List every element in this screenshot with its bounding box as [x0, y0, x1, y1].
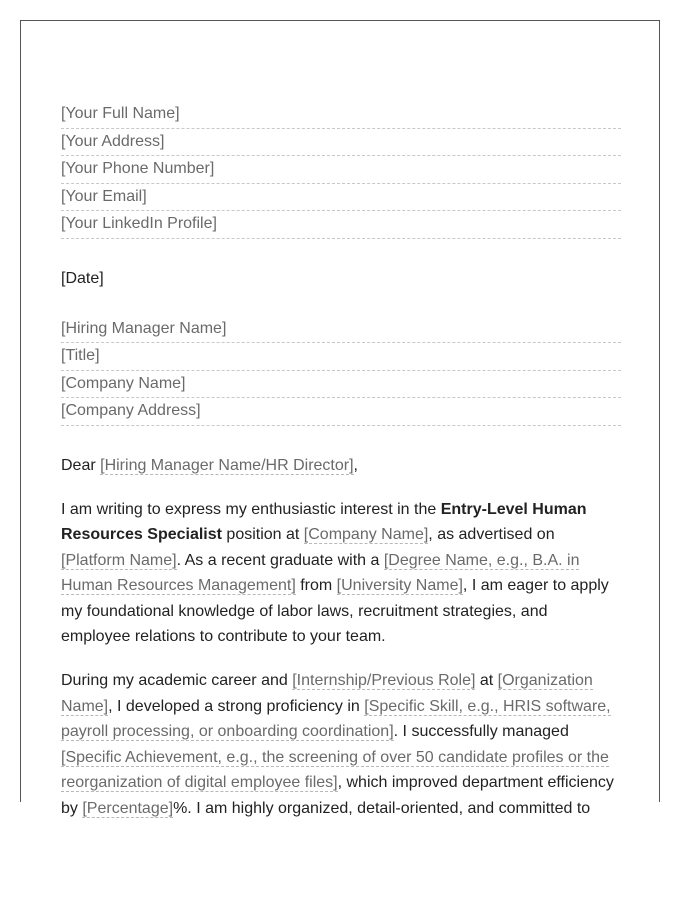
sender-email-field[interactable]: [Your Email] [61, 184, 621, 212]
recipient-block [61, 316, 621, 426]
organization-name-placeholder[interactable]: [Organization Name] [61, 672, 593, 715]
recipient-company-field[interactable]: [Company Name] [61, 371, 621, 399]
specific-skill-placeholder[interactable]: [Specific Skill, e.g., HRIS software, payroll processing, or onboarding coordination] [61, 697, 611, 741]
paragraph-text: %. I am highly organized, detail-oriented, and committed to [173, 800, 591, 818]
salutation-suffix: , [353, 456, 358, 474]
sender-block [61, 101, 621, 239]
recipient-title-field[interactable]: [Title] [61, 343, 621, 371]
letter-page [20, 20, 660, 818]
company-name-placeholder[interactable]: [Company Name] [303, 526, 429, 544]
paragraph-text: , I am eager to apply my foundational knowledge of labor laws, recruitment strategies, and employee relations to contribute to your team. [61, 577, 609, 646]
degree-name-placeholder[interactable]: [Degree Name, e.g., B.A. in Human Resources Management] [61, 551, 580, 595]
recipient-name-field[interactable]: [Hiring Manager Name] [61, 316, 621, 344]
salutation [61, 453, 621, 479]
paragraph-text: from [295, 577, 337, 595]
paragraph-text: . I successfully managed [393, 723, 569, 741]
position-title: Entry-Level Human Resources Specialist [61, 500, 587, 544]
paragraph-text: I am writing to express my enthusiastic interest in the [61, 500, 441, 518]
body-paragraph-1 [61, 497, 621, 651]
platform-name-placeholder[interactable]: [Platform Name] [61, 551, 177, 569]
recipient-company-address-field[interactable]: [Company Address] [61, 398, 621, 426]
sender-phone-field[interactable]: [Your Phone Number] [61, 156, 621, 184]
sender-linkedin-field[interactable]: [Your LinkedIn Profile] [61, 211, 621, 239]
sender-full-name-field[interactable]: [Your Full Name] [61, 101, 621, 129]
paragraph-text: , as advertised on [428, 526, 555, 544]
paragraph-text: , I developed a strong proficiency in [108, 697, 365, 715]
paragraph-text: During my academic career and [61, 672, 293, 690]
salutation-prefix: Dear [61, 456, 101, 474]
paragraph-text: at [475, 672, 498, 690]
university-name-placeholder[interactable]: [University Name] [336, 577, 463, 595]
paragraph-text: , which improved department efficiency by [61, 774, 614, 818]
percentage-placeholder[interactable]: [Percentage] [82, 800, 174, 818]
role-placeholder[interactable]: [Internship/Previous Role] [292, 672, 476, 690]
letter-content [61, 101, 621, 822]
specific-achievement-placeholder[interactable]: [Specific Achievement, e.g., the screening of over 50 candidate profiles or the reorganization of digital employee files] [61, 748, 609, 792]
paragraph-text: . As a recent graduate with a [176, 551, 384, 569]
sender-address-field[interactable]: [Your Address] [61, 129, 621, 157]
date-field[interactable]: [Date] [61, 269, 104, 287]
salutation-name-placeholder[interactable]: [Hiring Manager Name/HR Director] [100, 456, 354, 474]
paragraph-text: position at [221, 526, 304, 544]
body-paragraph-2 [61, 668, 621, 822]
